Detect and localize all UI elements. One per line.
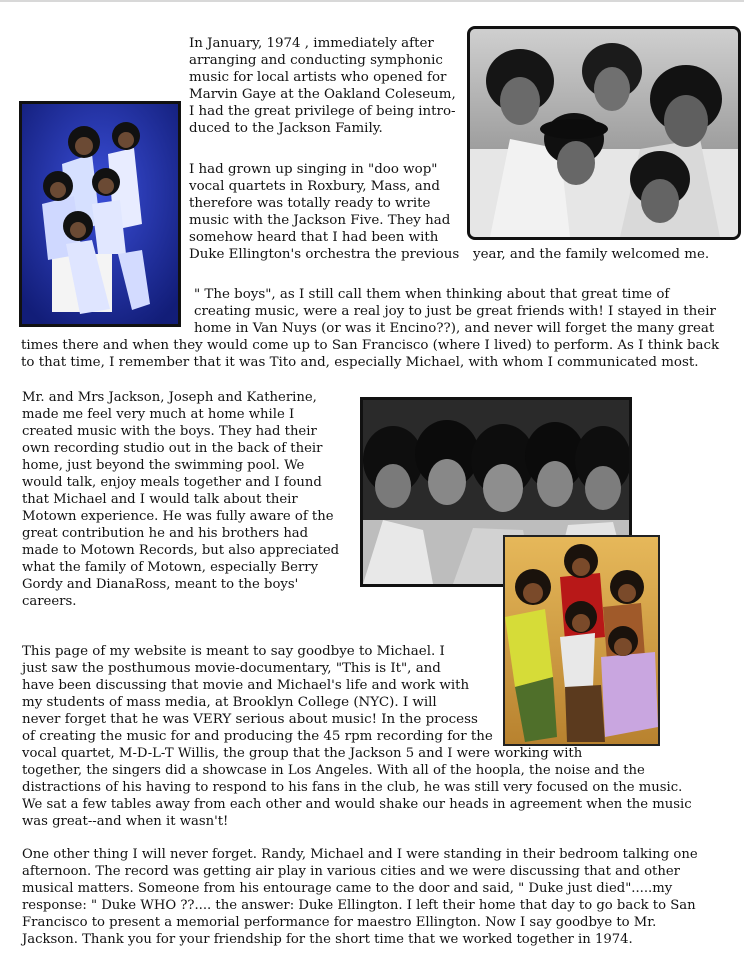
paragraph-showcase: vocal quartet, M-D-L-T Willis, the group that the Jackson 5 and I were working with together, the singers did a showcase in Los Angeles. With all of the hoopla, the noise and the distractions of his having to respond to his fans in the club, he was still very focused on the music. We sat a few tables away from each other and would shake our heads in agreement when the music was great--and when it wasn't! (22, 746, 692, 829)
paragraph-intro: In January, 1974 , immediately after arranging and conducting symphonic music for local artists who opened for Marvin Gaye at the Oakland Coleseum, I had the great privilege of being intro- duced to the Jackson Family. (189, 36, 456, 136)
photo-color-image (505, 537, 658, 744)
photo-left (19, 101, 181, 327)
paragraph-doo-wop-tail: year, and the family welcomed me. (473, 247, 710, 262)
paragraph-the-boys-continued: times there and when they would come up to San Francisco (where I lived) to perform. As I think back to that time, I remember that it was Tito and, especially Michael, with whom I communicated most. (21, 338, 720, 370)
photo-top-right (467, 26, 741, 240)
paragraph-the-boys: " The boys", as I still call them when thinking about that great time of creating music, were a real joy to just be great friends with! I stayed in their home in Van Nuys (or was it Encino??), and never will forget the many great (194, 287, 716, 336)
paragraph-doo-wop: I had grown up singing in "doo wop" vocal quartets in Roxbury, Mass, and therefore was totally ready to write music with the Jackson Five. They had somehow heard that I had been with Duke Ellington's orchestra the previous (189, 162, 460, 262)
photo-color (503, 535, 660, 746)
photo-left-image (22, 104, 178, 324)
photo-top-right-image (470, 29, 738, 237)
paragraph-family: Mr. and Mrs Jackson, Joseph and Katherine, made me feel very much at home while I created music with the boys. They had their own recording studio out in the back of their home, just beyond the swimming pool. We would talk, enjoy meals together and I found that Michael and I would talk about their Motown experience. He was fully aware of the great contribution he and his brothers had made to Motown Records, but also appreciated what the family of Motown, especially Berry Gordy and DianaRoss, meant to the boys' careers. (22, 390, 340, 609)
top-rule (0, 0, 744, 2)
paragraph-never-forget: One other thing I will never forget. Randy, Michael and I were standing in their bedroom talking one afternoon. The record was getting air play in various cities and we were discussing that and other musical matters. Someone from his entourage came to the door and said, " Duke just died".....my response: " Duke WHO ??.... the answer: Duke Ellington. I left their home that day to go back to San Francisco to present a memorial performance for maestro Ellington. Now I say goodbye to Mr. Jackson. Thank you for your friendship for the short time that we worked together in 1974. (22, 847, 698, 947)
paragraph-goodbye: This page of my website is meant to say goodbye to Michael. I just saw the posthumous movie-documentary, "This is It", and have been discussing that movie and Michael's life and work with my students of mass media, at Brooklyn College (NYC). I will never forget that he was VERY serious about music! In the process of creating the music for and producing the 45 rpm recording for the (22, 644, 493, 744)
